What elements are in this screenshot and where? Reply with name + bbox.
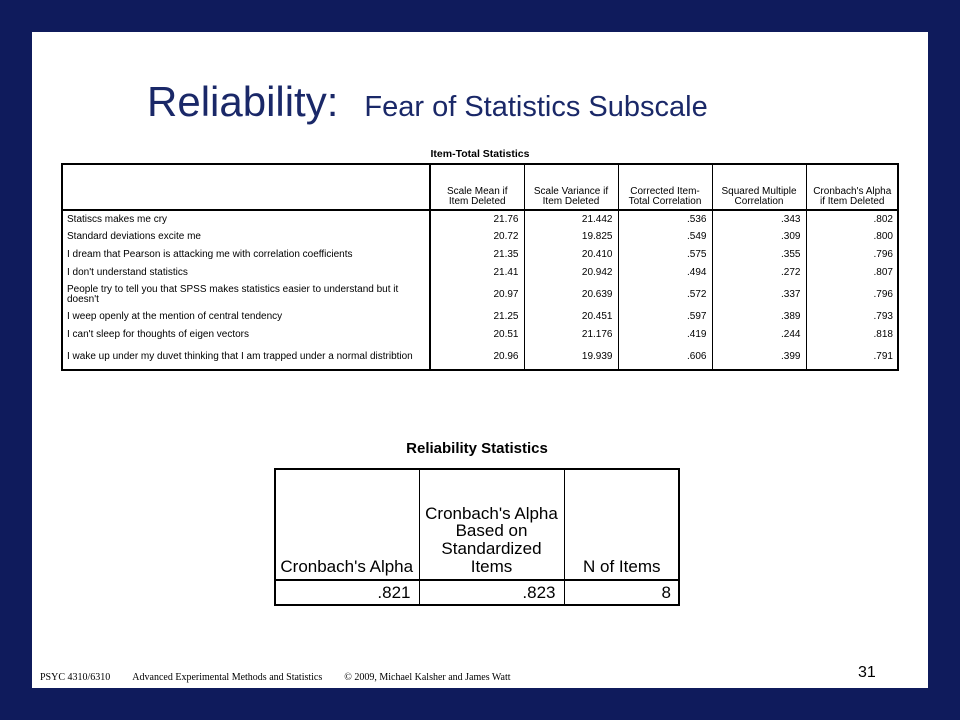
cell-squared-multiple: .337 (712, 282, 806, 308)
cell-alpha-if-deleted: .802 (806, 210, 898, 228)
item-label: People try to tell you that SPSS makes statistics easier to understand but it doesn't (67, 284, 399, 305)
cell-squared-multiple: .355 (712, 246, 806, 264)
cell-scale-variance: 21.442 (524, 210, 618, 228)
cell-scale-mean: 21.35 (430, 246, 524, 264)
item-label: I wake up under my duvet thinking that I am trapped under a normal distribtion (67, 351, 413, 362)
cell-scale-mean: 21.41 (430, 264, 524, 282)
cell-scale-variance: 19.939 (524, 344, 618, 370)
cell-scale-mean: 20.51 (430, 326, 524, 344)
cell-corrected-correlation: .536 (618, 210, 712, 228)
cell-squared-multiple: .244 (712, 326, 806, 344)
cell-corrected-correlation: .572 (618, 282, 712, 308)
cell-corrected-correlation: .419 (618, 326, 712, 344)
item-label: Standard deviations excite me (67, 231, 201, 242)
cell-scale-variance: 21.176 (524, 326, 618, 344)
cell-alpha-if-deleted: .796 (806, 246, 898, 264)
cell-alpha-if-deleted: .818 (806, 326, 898, 344)
cell-corrected-correlation: .494 (618, 264, 712, 282)
col-header-cronbach-alpha: Cronbach's Alpha (275, 469, 419, 580)
cell-scale-mean: 20.96 (430, 344, 524, 370)
col-header-n-of-items: N of Items (564, 469, 679, 580)
col-header-scale-variance: Scale Variance if Item Deleted (524, 164, 618, 210)
col-header-squared-multiple: Squared Multiple Correlation (712, 164, 806, 210)
footer-copyright: © 2009, Michael Kalsher and James Watt (344, 672, 511, 683)
col-header-scale-mean: Scale Mean if Item Deleted (430, 164, 524, 210)
table-row (62, 308, 898, 326)
title-sub: Fear of Statistics Subscale (364, 91, 708, 123)
cell-scale-mean: 21.76 (430, 210, 524, 228)
cell-alpha-if-deleted: .807 (806, 264, 898, 282)
page-number: 31 (858, 664, 876, 681)
cell-squared-multiple: .399 (712, 344, 806, 370)
item-label: I can't sleep for thoughts of eigen vectors (67, 329, 250, 340)
col-header-alpha-if-deleted: Cronbach's Alpha if Item Deleted (806, 164, 898, 210)
cell-n-of-items: 8 (564, 580, 679, 605)
cell-scale-variance: 20.942 (524, 264, 618, 282)
cell-scale-variance: 20.451 (524, 308, 618, 326)
table-row (275, 580, 679, 605)
reliability-header-row (275, 469, 679, 580)
cell-scale-mean: 20.72 (430, 228, 524, 246)
cell-squared-multiple: .389 (712, 308, 806, 326)
item-total-caption: Item-Total Statistics (430, 148, 530, 160)
table-row (62, 228, 898, 246)
table-row (62, 282, 898, 308)
item-label: I weep openly at the mention of central tendency (67, 311, 283, 322)
item-label: I don't understand statistics (67, 267, 188, 278)
cell-scale-variance: 19.825 (524, 228, 618, 246)
cell-squared-multiple: .309 (712, 228, 806, 246)
slide (32, 32, 928, 688)
footer-course-title: Advanced Experimental Methods and Statistics (132, 672, 323, 683)
cell-corrected-correlation: .606 (618, 344, 712, 370)
cell-cronbach-alpha: .821 (377, 583, 411, 602)
cell-scale-variance: 20.410 (524, 246, 618, 264)
item-label: I dream that Pearson is attacking me with correlation coefficients (67, 249, 353, 260)
table-row (62, 210, 898, 228)
footer-course: PSYC 4310/6310 (40, 672, 111, 683)
footer (40, 672, 533, 683)
cell-alpha-if-deleted: .791 (806, 344, 898, 370)
col-header-corrected-correlation: Corrected Item-Total Correlation (618, 164, 712, 210)
table-row (62, 326, 898, 344)
cell-squared-multiple: .272 (712, 264, 806, 282)
cell-alpha-if-deleted: .800 (806, 228, 898, 246)
reliability-caption: Reliability Statistics (406, 440, 548, 457)
cell-corrected-correlation: .549 (618, 228, 712, 246)
item-label: Statiscs makes me cry (67, 213, 168, 225)
item-total-header-row (62, 164, 898, 210)
cell-corrected-correlation: .575 (618, 246, 712, 264)
cell-alpha-standardized: .823 (419, 580, 564, 605)
reliability-table (275, 469, 679, 605)
slide-title (147, 78, 708, 126)
cell-alpha-if-deleted: .796 (806, 282, 898, 308)
cell-scale-mean: 21.25 (430, 308, 524, 326)
title-main: Reliability: (147, 78, 339, 125)
col-header-alpha-standardized: Cronbach's Alpha Based on Standardized Items (419, 469, 564, 580)
cell-scale-mean: 20.97 (430, 282, 524, 308)
cell-squared-multiple: .343 (712, 210, 806, 228)
item-total-table (62, 164, 898, 370)
table-row (62, 246, 898, 264)
cell-corrected-correlation: .597 (618, 308, 712, 326)
table-row (62, 264, 898, 282)
table-row (62, 344, 898, 370)
cell-alpha-if-deleted: .793 (806, 308, 898, 326)
row-header-cell (62, 164, 430, 210)
cell-scale-variance: 20.639 (524, 282, 618, 308)
